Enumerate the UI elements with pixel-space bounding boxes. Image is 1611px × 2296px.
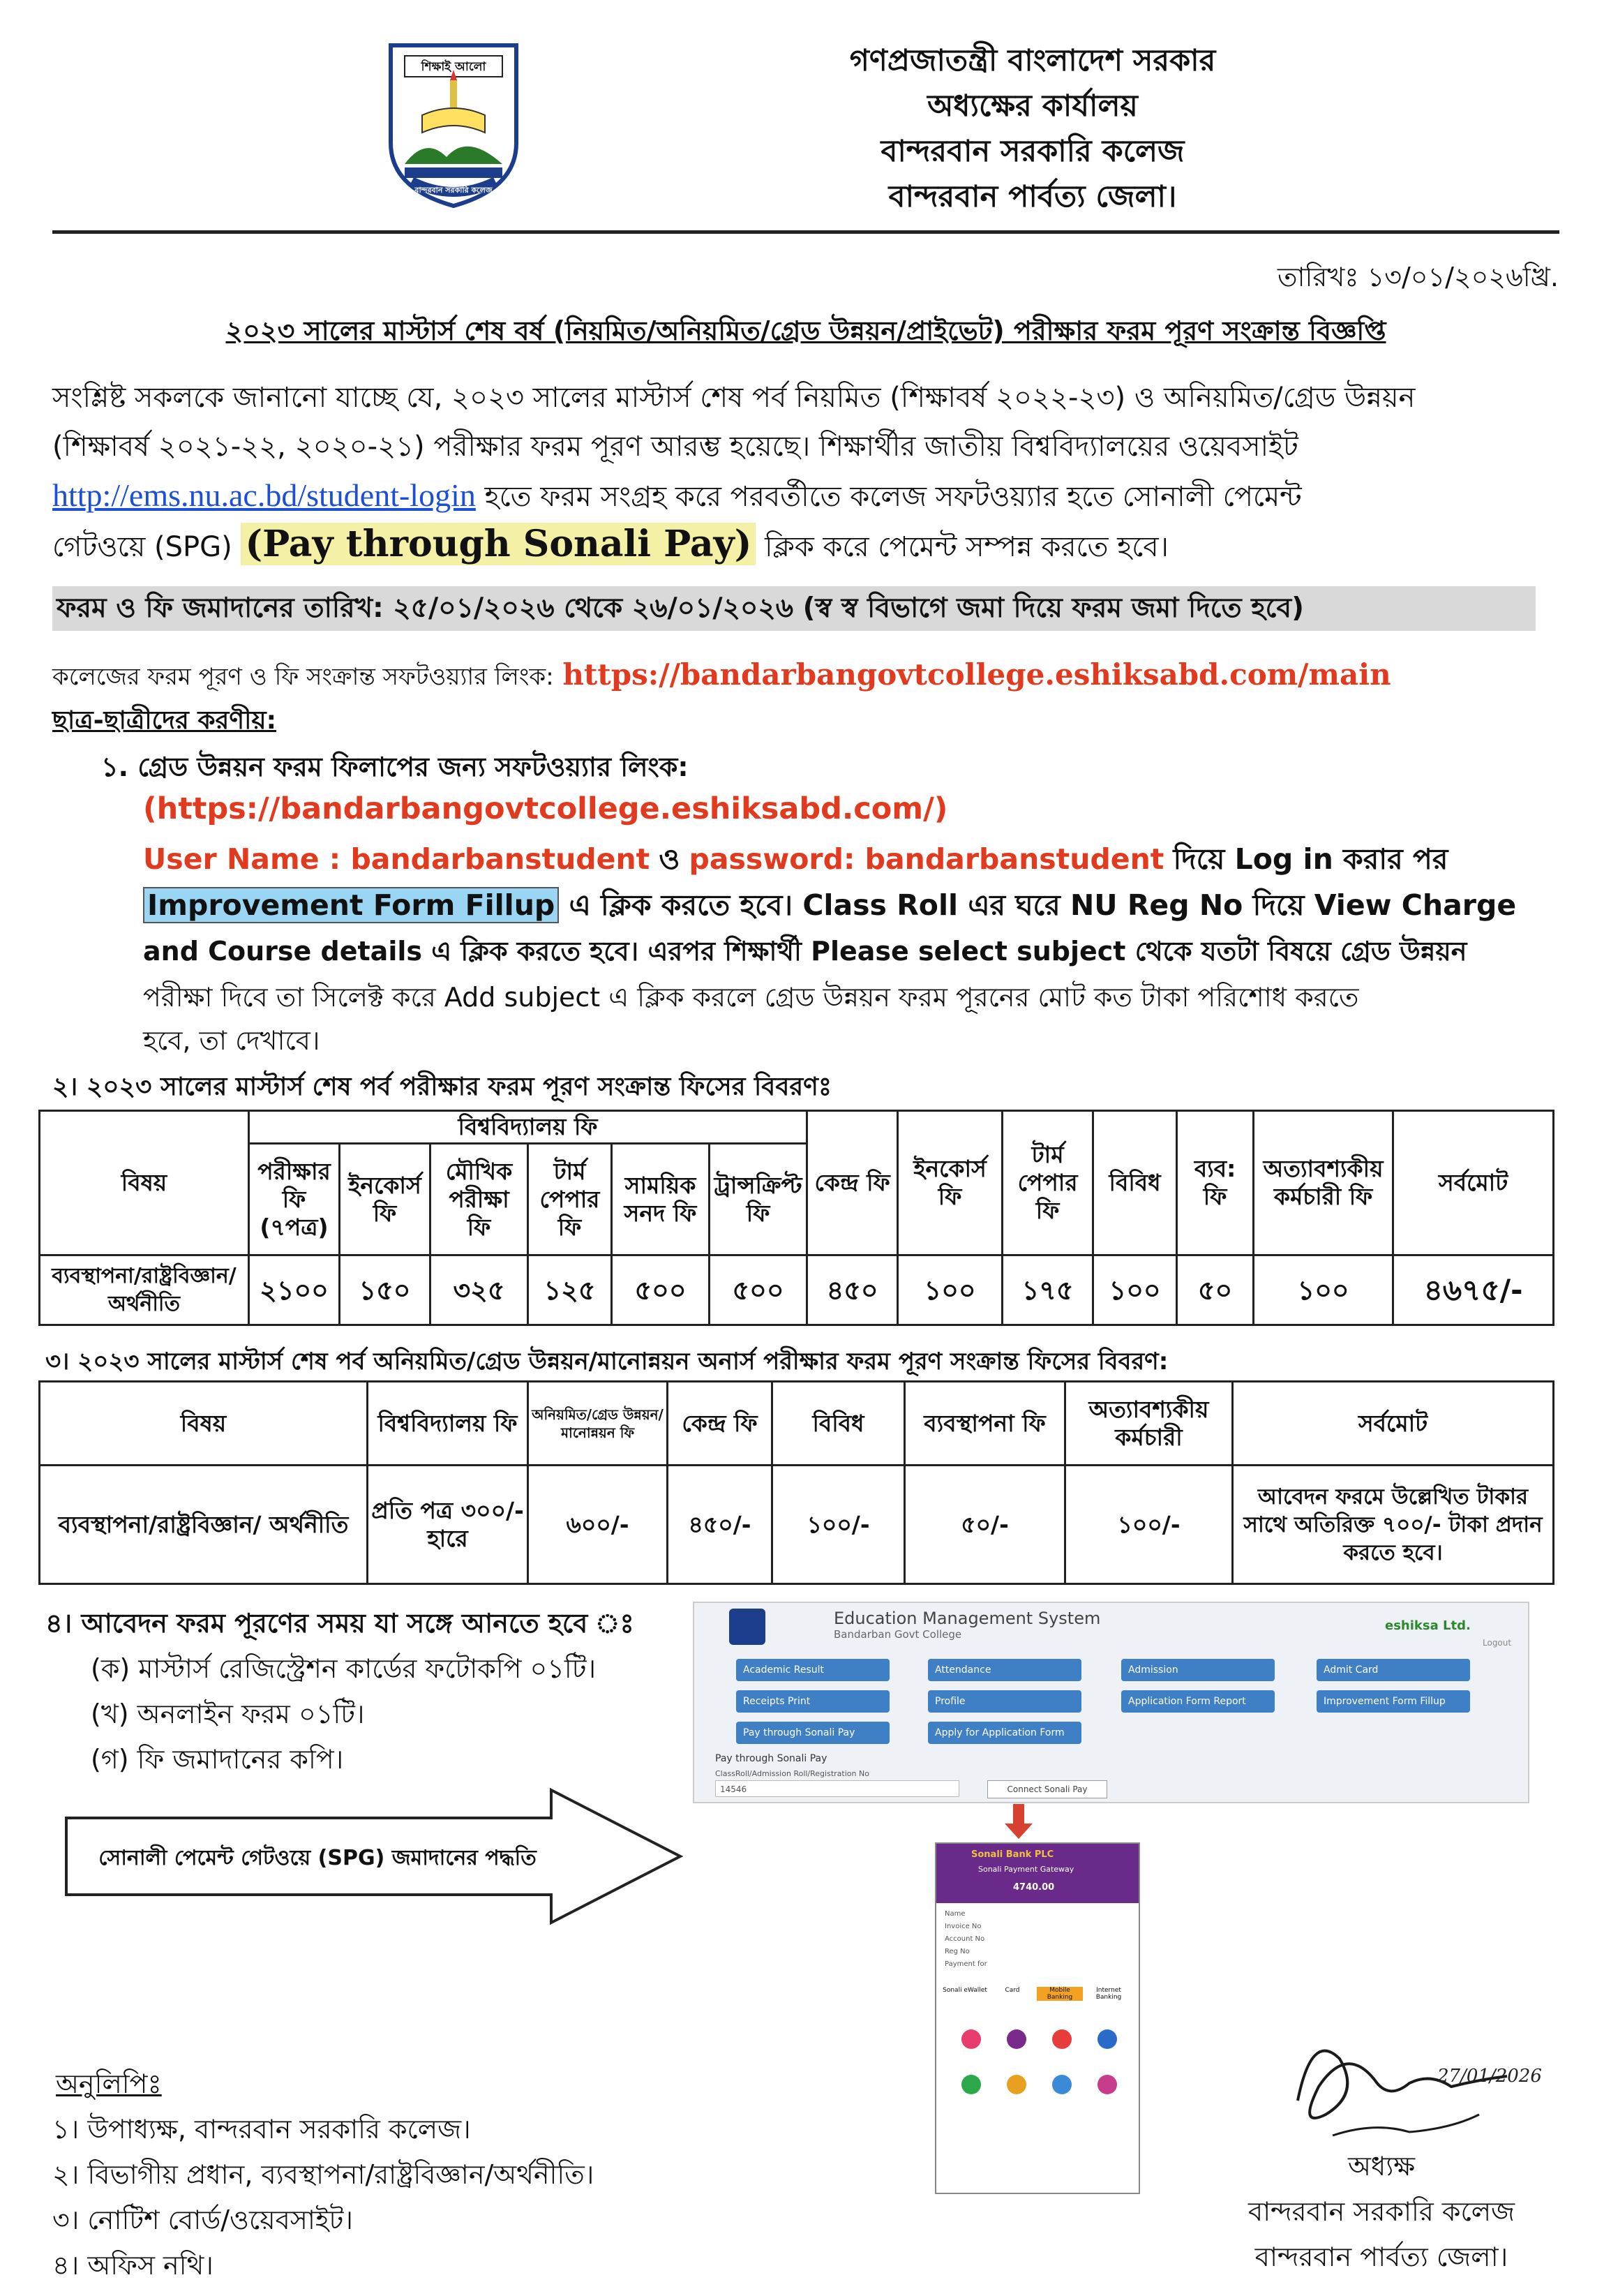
ems-btn-academic-result[interactable]: Academic Result [736,1659,890,1681]
emblem-caption-bottom: বান্দরবান সরকারি কলেজ [414,186,493,195]
table2-cell: ৫০/- [905,1466,1065,1584]
step1-line-a [143,884,1516,932]
ems-btn-improvement[interactable]: Improvement Form Fillup [1317,1690,1470,1713]
ems-btn-apply-form[interactable]: Apply for Application Form [928,1722,1081,1744]
table2-header-mgmt-fee: ব্যবস্থাপনা ফি [905,1382,1065,1466]
intro-line-3 [52,473,1559,519]
phone-header [936,1844,1139,1903]
table1-header-center-fee: কেন্দ্র ফি [807,1111,898,1255]
table1-header-provisional-cert-fee: সাময়িক সনদ ফি [612,1144,710,1255]
step1-line-c: পরীক্ষা দিবে তা সিলেক্ট করে Add subject এ ক্লিক করলে গ্রেড উন্নয়ন ফরম পূরনের মোট কত টাকা পরিশোধ করতে [143,982,1359,1013]
table1-header-exam-fee: পরীক্ষার ফি (৭পত্র) [249,1144,340,1255]
table2-cell: ১০০/- [772,1466,905,1584]
section4-item: (গ) ফি জমাদানের কপি। [91,1744,344,1775]
notice-date: তারিখঃ ১৩/০১/২০২৬খ্রি. [1277,262,1559,292]
ems-btn-attendance[interactable]: Attendance [928,1659,1081,1681]
ems-field-label: ClassRoll/Admission Roll/Registration No [715,1769,869,1778]
students-heading: ছাত্র-ছাত্রীদের করণীয়: [52,706,277,735]
phone-bank-name: Sonali Bank PLC [971,1849,1054,1860]
spg-arrow [63,1787,684,1926]
copies-heading: অনুলিপিঃ [56,2068,162,2099]
table1-header-incourse-fee-2: ইনকোর্স ফি [898,1111,1003,1255]
phone-field-label: Account No [945,1935,985,1943]
table1-cell: ১৭৫ [1003,1255,1093,1325]
phone-tab[interactable]: Mobile Banking [1037,1987,1083,2001]
table1-cell: ১০০ [1093,1255,1177,1325]
phone-field-label: Payment for [945,1960,987,1968]
step1-line-d: হবে, তা দেখাবে। [143,1025,320,1056]
phone-tab[interactable]: Internet Banking [1095,1987,1122,2001]
header-govt: গণপ্রজাতন্ত্রী বাংলাদেশ সরকার [849,43,1216,78]
table2-cell: ৪৫০/- [668,1466,772,1584]
improvement-form-fillup-highlight: Improvement Form Fillup [143,887,559,923]
ems-subtitle: Bandarban Govt College [834,1628,962,1641]
table2-cell-total: আবেদন ফরমে উল্লেখিত টাকার সাথে অতিরিক্ত ৭০০/- টাকা প্রদান করতে হবে। [1233,1466,1554,1584]
table2-cell: ১০০/- [1065,1466,1233,1584]
ems-title: Education Management System [834,1609,1101,1628]
ems-btn-profile[interactable]: Profile [928,1690,1081,1713]
table1-header-term-paper-fee-2: টার্ম পেপার ফি [1003,1111,1093,1255]
signature-title: অধ্যক্ষ [1347,2151,1415,2182]
table1-group-university-fee: বিশ্ববিদ্যালয় ফি [249,1111,807,1144]
ems-screenshot [693,1602,1529,1803]
phone-gateway: Sonali Payment Gateway [978,1865,1074,1874]
table1-cell: ৫০০ [612,1255,710,1325]
table2-header-misc: বিবিধ [772,1382,905,1466]
table1-cell-total: ৪৬৭৫/- [1393,1255,1554,1325]
table1-cell: ৫০০ [710,1255,807,1325]
header-divider [52,230,1559,234]
table2-fee-table [38,1380,1554,1585]
table-row [40,1466,1554,1584]
intro-line-1: সংশ্লিষ্ট সকলকে জানানো যাচ্ছে যে, ২০২৩ সালের মাস্টার্স শেষ পর্ব নিয়মিত (শিক্ষাবর্ষ ২০২২-২৩) ও অনিয়মিত/গ্রেড উন্নয়ন [52,382,1416,414]
intro-line-3-rest: হতে ফরম সংগ্রহ করে পরবর্তীতে কলেজ সফটওয়্যার হতে সোনালী পেমেন্ট [484,481,1302,513]
software-label: কলেজের ফরম পূরণ ও ফি সংক্রান্ত সফটওয়্যার লিংক: [52,663,554,691]
step1-username: User Name : bandarbanstudent [143,842,650,876]
step1-login-line [143,837,1448,886]
phone-field-label: Name [945,1910,966,1918]
table2-header-center-fee: কেন্দ্র ফি [668,1382,772,1466]
signature-scribble-icon [1270,2017,1563,2156]
phone-payment-grid [950,2018,1125,2158]
emblem-caption-top: শিক্ষাই আলো [421,60,486,74]
table2-header-university-fee: বিশ্ববিদ্যালয় ফি [368,1382,528,1466]
step1-password: password: bandarbanstudent [689,842,1164,876]
signature-college: বান্দরবান সরকারি কলেজ [1247,2196,1515,2227]
phone-field-label: Reg No [945,1948,970,1955]
table1-cell: ২১০০ [249,1255,340,1325]
table1-header-viva-fee: মৌখিক পরীক্ষা ফি [430,1144,528,1255]
table2-header-improvement-fee: অনিয়মিত/গ্রেড উন্নয়ন/মানোন্নয়ন ফি [528,1382,668,1466]
nu-student-login-link[interactable]: http://ems.nu.ac.bd/student-login [52,477,476,513]
payment-method-icons [950,2018,1125,2158]
principal-signature [1270,2017,1563,2156]
table1-cell: ১০০ [1254,1255,1393,1325]
table1-header-staff-fee: অত্যাবশ্যকীয় কর্মচারী ফি [1254,1111,1393,1255]
ems-btn-app-form-report[interactable]: Application Form Report [1121,1690,1275,1713]
table2-header-total: সর্বমোট [1233,1382,1554,1466]
table2-cell: প্রতি পত্র ৩০০/- হারে [368,1466,528,1584]
phone-screenshot [935,1842,1140,2194]
intro-line-4 [52,522,1559,569]
header-college: বান্দরবান সরকারি কলেজ [881,134,1185,169]
phone-field-label: Invoice No [945,1923,982,1930]
copies-item: ৩। নোটিশ বোর্ড/ওয়েবসাইট। [52,2205,353,2235]
ems-logout[interactable]: Logout [1483,1638,1512,1648]
step1-line-a-text: এ ক্লিক করতে হবে। Class Roll এর ঘরে NU Reg No দিয়ে View Charge [569,888,1517,922]
table1-header-term-paper-fee: টার্ম পেপার ফি [528,1144,612,1255]
header-office: অধ্যক্ষের কার্যালয় [927,89,1138,124]
table1-cell-subject: ব্যবস্থাপনা/রাষ্ট্রবিজ্ঞান/ অর্থনীতি [40,1255,249,1325]
ems-connect-button[interactable]: Connect Sonali Pay [987,1780,1107,1798]
ems-roll-input[interactable]: 14546 [715,1780,959,1797]
phone-amount: 4740.00 [1013,1882,1055,1893]
step1-login-text: দিয়ে Log in করার পর [1173,842,1448,876]
copies-item: ২। বিভাগীয় প্রধান, ব্যবস্থাপনা/রাষ্ট্রবিজ্ঞান/অর্থনীতি। [52,2159,594,2190]
step1-url-link[interactable]: (https://bandarbangovtcollege.eshiksabd.com/) [143,791,948,826]
table1-cell: ৩২৫ [430,1255,528,1325]
table1-cell: ১০০ [898,1255,1003,1325]
intro-line-4-post: ক্লিক করে পেমেন্ট সম্পন্ন করতে হবে। [765,531,1169,563]
table1-cell: ১২৫ [528,1255,612,1325]
signature-district: বান্দরবান পার্বত্য জেলা। [1254,2242,1508,2272]
step1-line-b: and Course details এ ক্লিক করতে হবে। এরপর শিক্ষার্থী Please select subject থেকে যতটা বিষয়ে গ্রেড উন্নয়ন [143,936,1467,967]
table1-header-mgmt-fee: ব্যব: ফি [1177,1111,1254,1255]
header-district: বান্দরবান পার্বত্য জেলা। [888,179,1177,214]
table1-cell: ১৫০ [340,1255,430,1325]
section4-item: (ক) মাস্টার্স রেজিস্ট্রেশন কার্ডের ফটোকপি ০১টি। [91,1653,597,1684]
table1-header-misc: বিবিধ [1093,1111,1177,1255]
spg-arrow-label: সোনালী পেমেন্ট গেটওয়ে (SPG) জমাদানের পদ্ধতি [98,1846,537,1870]
table1-header-transcript-fee: ট্রান্সক্রিপ্ট ফি [710,1144,807,1255]
table1-fee-table [38,1110,1554,1326]
software-line [52,653,1391,699]
down-arrow-icon [1005,1804,1033,1839]
table2-header-subject: বিষয় [40,1382,368,1466]
ems-btn-admit-card[interactable]: Admit Card [1317,1659,1470,1681]
step1-and: ও [659,842,680,876]
pay-through-sonali-highlight: (Pay through Sonali Pay) [241,523,756,565]
table2-header-staff: অত্যাবশ্যকীয় কর্মচারী [1065,1382,1233,1466]
table1-caption: ২। ২০২৩ সালের মাস্টার্স শেষ পর্ব পরীক্ষার ফরম পূরণ সংক্রান্ত ফিসের বিবরণঃ [52,1073,832,1101]
deadline-band: ফরম ও ফি জমাদানের তারিখ: ২৫/০১/২০২৬ থেকে ২৬/০১/২০২৬ (স্ব স্ব বিভাগে জমা দিয়ে ফরম জমা দিতে হবে) [52,586,1536,631]
ems-btn-receipts[interactable]: Receipts Print [736,1690,890,1713]
spg-label: গেটওয়ে (SPG) [52,531,232,563]
table1-header-subject: বিষয় [40,1111,249,1255]
ems-pay-label: Pay through Sonali Pay [715,1753,827,1764]
section4-item: (খ) অনলাইন ফরম ০১টি। [91,1699,365,1729]
table-row [40,1255,1554,1325]
table1-cell: ৪৫০ [807,1255,898,1325]
notice-title: ২০২৩ সালের মাস্টার্স শেষ বর্ষ (নিয়মিত/অনিয়মিত/গ্রেড উন্নয়ন/প্রাইভেট) পরীক্ষার ফরম পূরণ সংক্রান্ত বিজ্ঞপ্তি [225,315,1386,346]
step1-heading: ১. গ্রেড উন্নয়ন ফরম ফিলাপের জন্য সফটওয়্যার লিংক: [101,752,689,782]
intro-line-2: (শিক্ষাবর্ষ ২০২১-২২, ২০২০-২১) পরীক্ষার ফরম পূরণ আরম্ভ হয়েছে। শিক্ষার্থীর জাতীয় বিশ্ববিদ্যালয়ের ওয়েবসাইট [52,431,1298,463]
table1-cell: ৫০ [1177,1255,1254,1325]
section4-heading: ৪। আবেদন ফরম পূরণের সময় যা সঙ্গে আনতে হবে ঃ [45,1608,634,1639]
phone-tab[interactable]: Sonali eWallet [943,1987,987,1994]
phone-tab[interactable]: Card [1005,1987,1020,1994]
ems-brand: eshiksa Ltd. [1385,1618,1471,1633]
table1-header-incourse-fee: ইনকোর্স ফি [340,1144,430,1255]
copies-item: ৪। অফিস নথি। [52,2250,213,2281]
ems-btn-admission[interactable]: Admission [1121,1659,1275,1681]
ems-logo-icon [729,1609,765,1645]
copies-item: ১। উপাধ্যক্ষ, বান্দরবান সরকারি কলেজ। [52,2114,471,2145]
signature-date: 27/01/2026 [1437,2066,1542,2087]
table1-header-total: সর্বমোট [1393,1111,1554,1255]
software-url-link[interactable]: https://bandarbangovtcollege.eshiksabd.com/main [562,657,1391,692]
table2-cell: ৬০০/- [528,1466,668,1584]
table2-cell-subject: ব্যবস্থাপনা/রাষ্ট্রবিজ্ঞান/ অর্থনীতি [40,1466,368,1584]
table2-caption: ৩। ২০২৩ সালের মাস্টার্স শেষ পর্ব অনিয়মিত/গ্রেড উন্নয়ন/মানোন্নয়ন অনার্স পরীক্ষার ফরম পূরণ সংক্রান্ত ফিসের বিবরণ: [45,1348,1169,1376]
ems-btn-pay-sonali[interactable]: Pay through Sonali Pay [736,1722,890,1744]
